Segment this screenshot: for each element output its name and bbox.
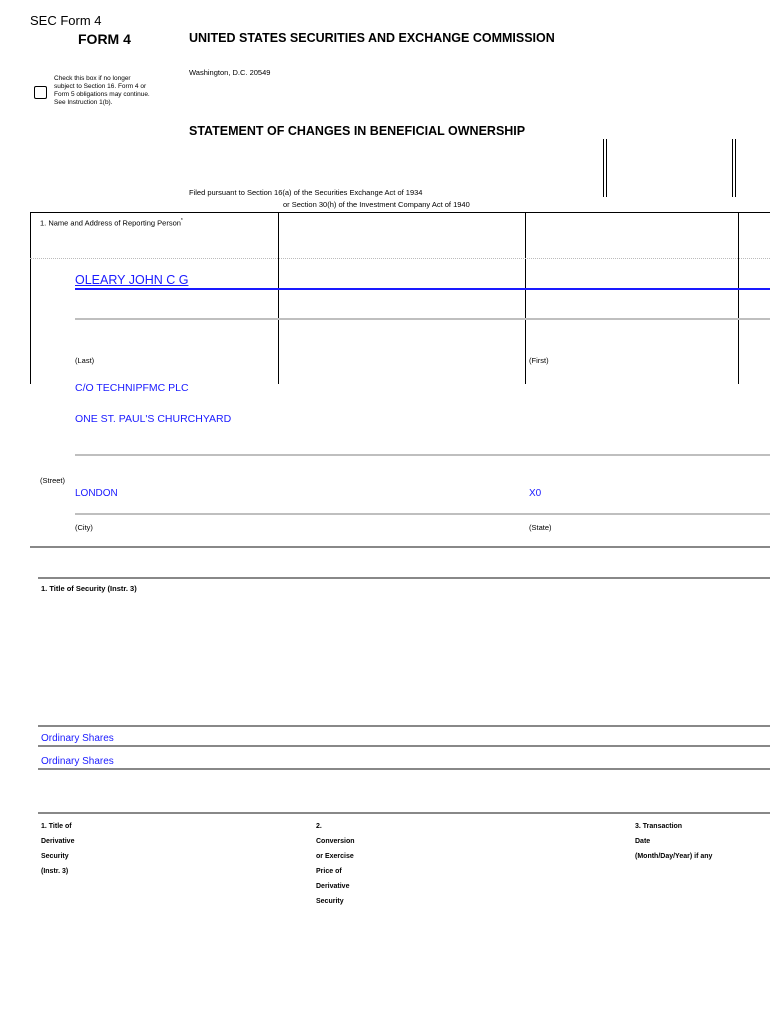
field-separator [30,258,770,259]
address-line1: C/O TECHNIPFMC PLC [75,382,189,394]
table1-header-rule [38,725,770,727]
street-label: (Street) [40,476,66,485]
table1-top-rule [38,577,770,579]
table1-header-title-of-security: 1. Title of Security (Instr. 3) [41,584,137,593]
checkbox-instructions [54,75,150,107]
checkbox-text-line: Check this box if no longer [54,75,131,82]
city-label: (City) [75,523,93,532]
state-label: (State) [529,523,552,532]
reporting-person-name-link[interactable]: OLEARY JOHN C G [75,273,189,287]
filed-pursuant-line2: or Section 30(h) of the Investment Company Act of 1940 [283,200,470,209]
omb-box-border [735,139,736,197]
city-underline [75,513,770,515]
box-divider [278,212,279,384]
table-row-security-title: Ordinary Shares [41,733,114,744]
header-line: 3. Transaction [635,823,683,830]
footnote-marker: * [180,218,183,224]
field-underline [75,318,770,320]
form-title: FORM 4 [78,31,131,47]
header-line: (Month/Day/Year) if any [635,853,713,860]
header-line: or Exercise [316,853,354,860]
omb-box-border [732,139,733,197]
statement-title: STATEMENT OF CHANGES IN BENEFICIAL OWNERSHIP [189,124,526,138]
table2-col1-header [41,819,74,879]
agency-title: UNITED STATES SECURITIES AND EXCHANGE COMMISSION [189,31,555,45]
checkbox-text-line: See Instruction 1(b). [54,99,113,106]
table2-top-rule [38,812,770,814]
table-row-security-title: Ordinary Shares [41,756,114,767]
header-line: Security [41,853,69,860]
header-line: Conversion [316,838,355,845]
omb-box-border [606,139,607,197]
last-name-label: (Last) [75,356,95,365]
table2-col2-header [316,819,355,909]
section-rule [30,212,770,213]
street-underline [75,454,770,456]
filed-pursuant-line1: Filed pursuant to Section 16(a) of the Securities Exchange Act of 1934 [189,188,423,197]
section-rule [30,546,770,548]
name-underline [75,288,770,290]
reporting-person-label [40,218,183,228]
agency-location: Washington, D.C. 20549 [189,68,271,77]
checkbox-text-line: subject to Section 16. Form 4 or [54,83,147,90]
table-row-rule [38,745,770,747]
header-line: Derivative [316,883,350,890]
header-line: 1. Title of [41,823,72,830]
header-line: Price of [316,868,342,875]
table-row-rule [38,768,770,770]
section16-checkbox[interactable] [34,86,47,99]
state-value: X0 [529,488,542,499]
address-line2: ONE ST. PAUL'S CHURCHYARD [75,413,232,425]
checkbox-text-line: Form 5 obligations may continue. [54,91,150,98]
header-line: 2. [316,823,322,830]
form-caption: SEC Form 4 [30,13,102,28]
header-line: Date [635,838,651,845]
box-border-left [30,212,31,384]
header-line: (Instr. 3) [41,868,69,875]
header-line: Derivative [41,838,75,845]
first-name-label: (First) [529,356,549,365]
omb-box-border [603,139,604,197]
box-divider [738,212,739,384]
box-divider [525,212,526,384]
table2-col3-header [635,819,712,864]
reporting-person-label-text: 1. Name and Address of Reporting Person [40,218,181,228]
city-value: LONDON [75,488,118,499]
header-line: Security [316,898,344,905]
